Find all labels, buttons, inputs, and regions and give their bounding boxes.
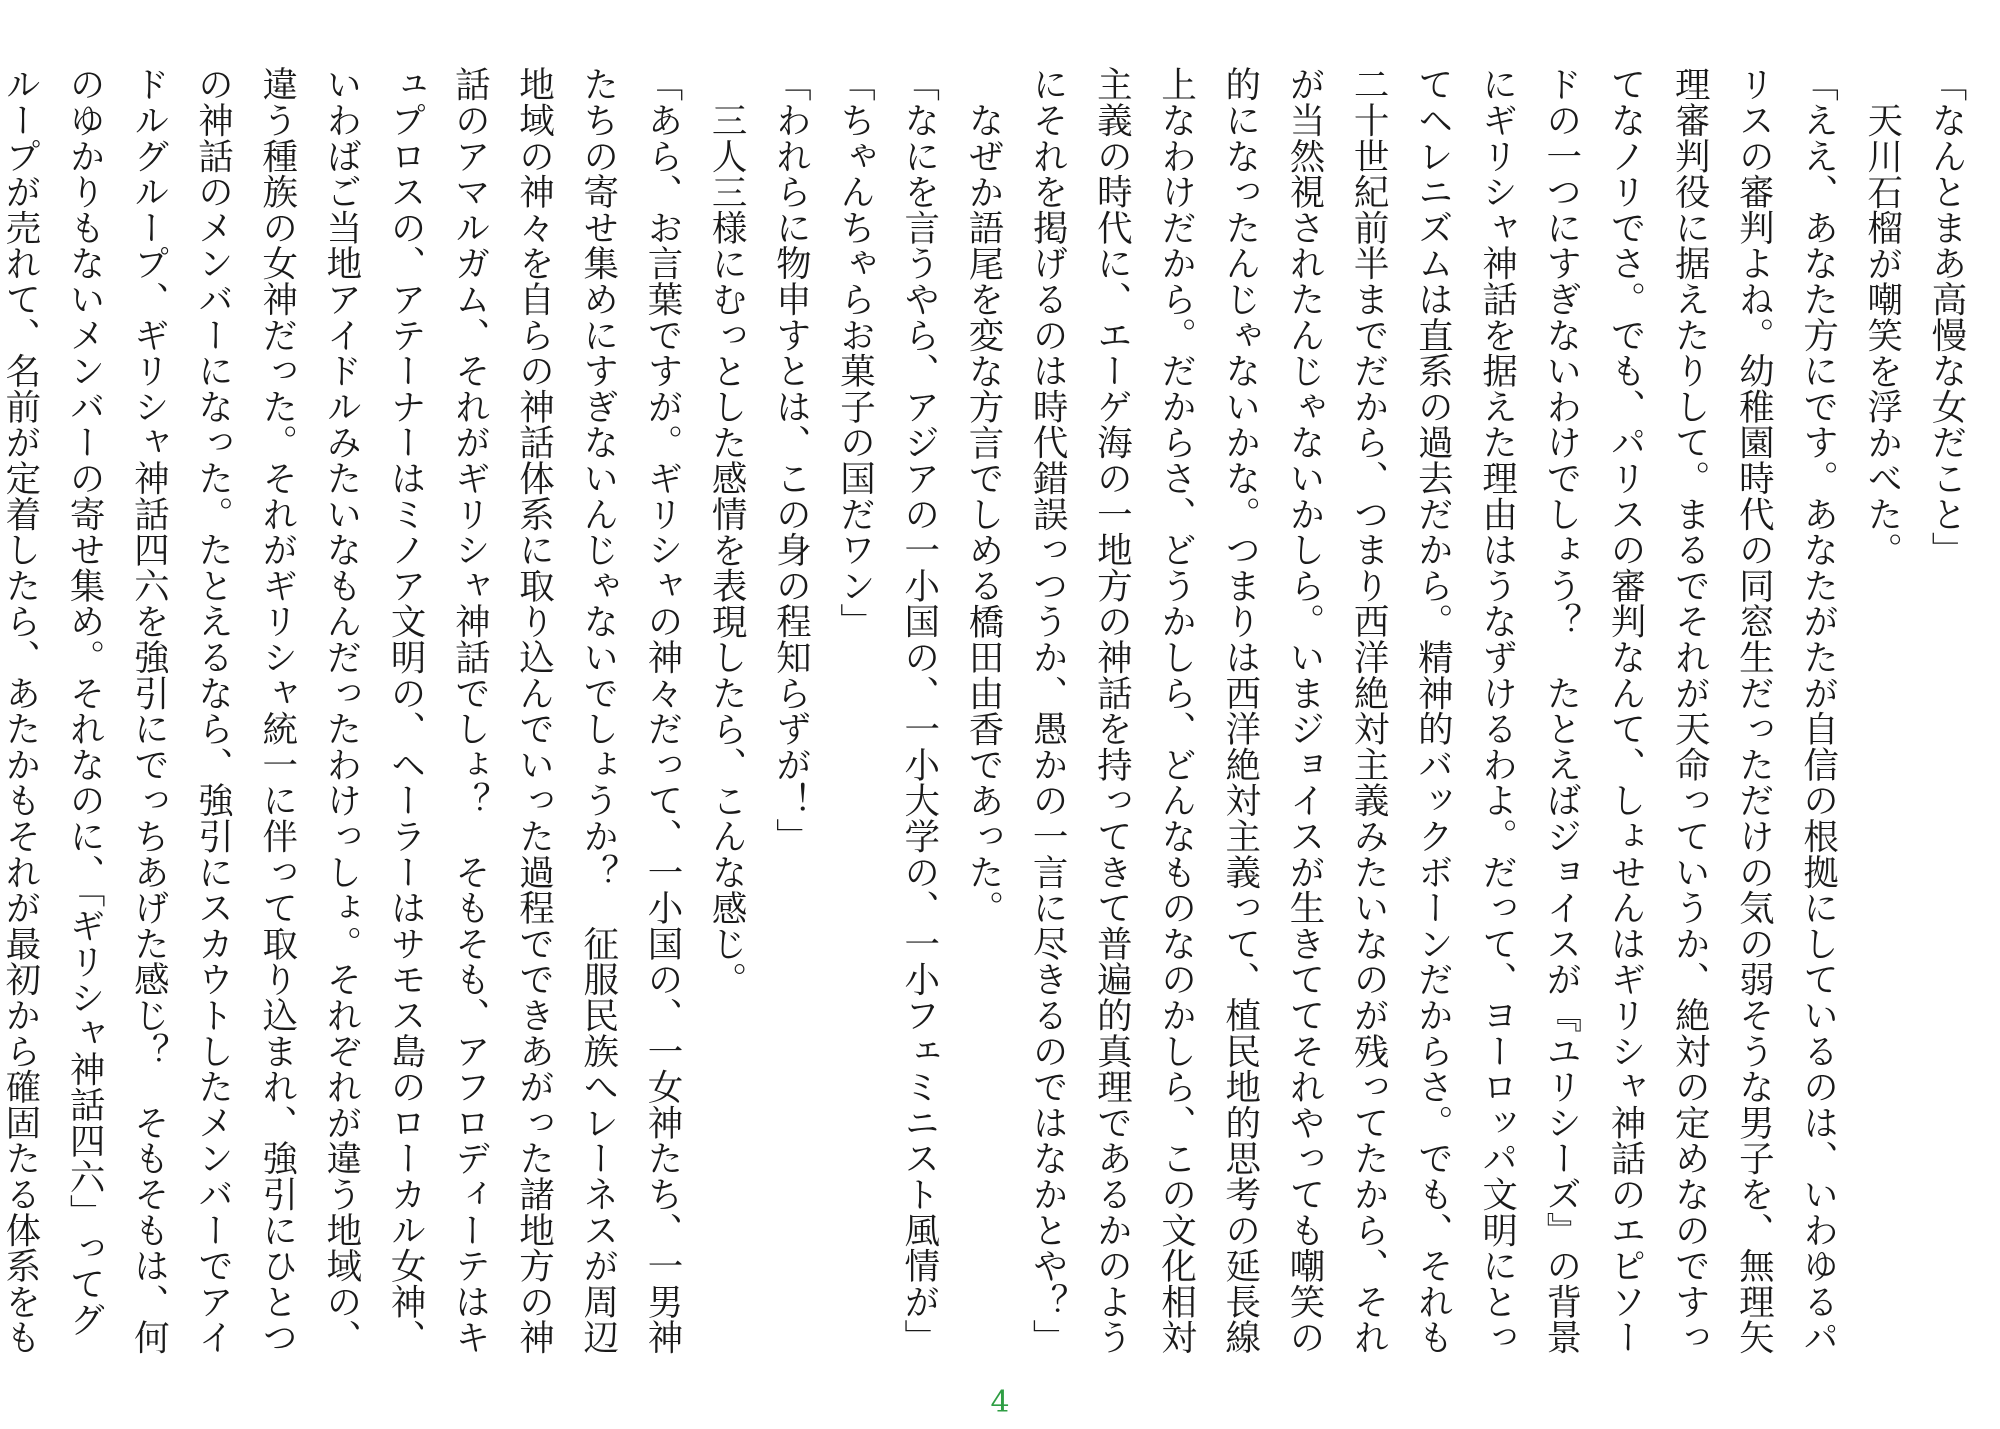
paragraph-1: 「なんとまあ高慢な女だこと」 (1926, 66, 1967, 568)
page-number: 4 (990, 1385, 1010, 1420)
paragraph-7: 「われらに物申すとは、この身の程知らずが！」 (770, 66, 812, 854)
paragraph-4: なぜか語尾を変な方言でしめる橋田由香であった。 (962, 101, 1004, 925)
vertical-text-body (0, 66, 1978, 1366)
paragraph-9: 「あら、お言葉ですが。ギリシャの神々だって、一小国の、一女神たち、一男神たちの寄せ集めにすぎないんじゃないでしょうか？ 征服民族へレーネスが周辺地域の神々を自らの神話体系に取り込んでいった過程でできあがった諸地方の神話のアマルガム、それがギリシャ神話でしょ？ そもそも、アフロディーテはキュプロスの、アテーナーはミノア文明の、ヘーラーはサモス島のローカル女神、いわばご当地アイドルみたいなもんだったわけっしょ。それぞれが違う地域の、違う種族の女神だった。それがギリシャ統一に伴って取り込まれ、強引にひとつの神話のメンバーになった。たとえるなら、強引にスカウトしたメンバーでアイドルグループ、ギリシャ神話四六を強引にでっちあげた感じ？ そもそもは、何のゆかりもないメンバーの寄せ集め。それなのに、「ギリシャ神話四六」ってグループが売れて、名前が定着したら、あたかもそれが最初から確固たる体系をも (0, 66, 683, 1355)
paragraph-2: 天川石榴が嘲笑を浮かべた。 (1861, 101, 1903, 567)
paragraph-3: 「ええ、あなた方にです。あなたがたが自信の根拠にしているのは、いわゆるパリスの審判よね。幼稚園時代の同窓生だっただけの気の弱そうな男子を、無理矢理審判役に据えたりして。まるでそれが天命っていうか、絶対の定めなのですってなノリでさ。でも、パリスの審判なんて、しょせんはギリシャ神話のエピソードの一つにすぎないわけでしょう？ たとえばジョイスが『ユリシーズ』の背景にギリシャ神話を据えた理由はうなずけるわよ。だって、ヨーロッパ文明にとってヘレニズムは直系の過去だから。精神的バックボーンだからさ。でも、それも二十世紀前半までだから、つまり西洋絶対主義みたいなのが残ってたから、それが当然視されたんじゃないかしら。いまジョイスが生きててそれやっても嘲笑の的になったんじゃないかな。つまりは西洋絶対主義って、植民地的思考の延長線上なわけだから。だからさ、どうかしら、どんなものなのかしら、この文化相対主義の時代に、エーゲ海の一地方の神話を持ってきて普遍的真理であるかのようにそれを掲げるのは時代錯誤っつうか、愚かの一言に尽きるのではなかとや？」 (1027, 66, 1839, 1355)
paragraph-8: 三人三様にむっとした感情を表現したら、こんな感じ。 (706, 101, 748, 997)
paragraph-5: 「なにを言うやら、アジアの一小国の、一小大学の、一小フェミニスト風情が」 (898, 66, 940, 1355)
paragraph-6: 「ちゃんちゃらお菓子の国だワン」 (834, 66, 876, 639)
